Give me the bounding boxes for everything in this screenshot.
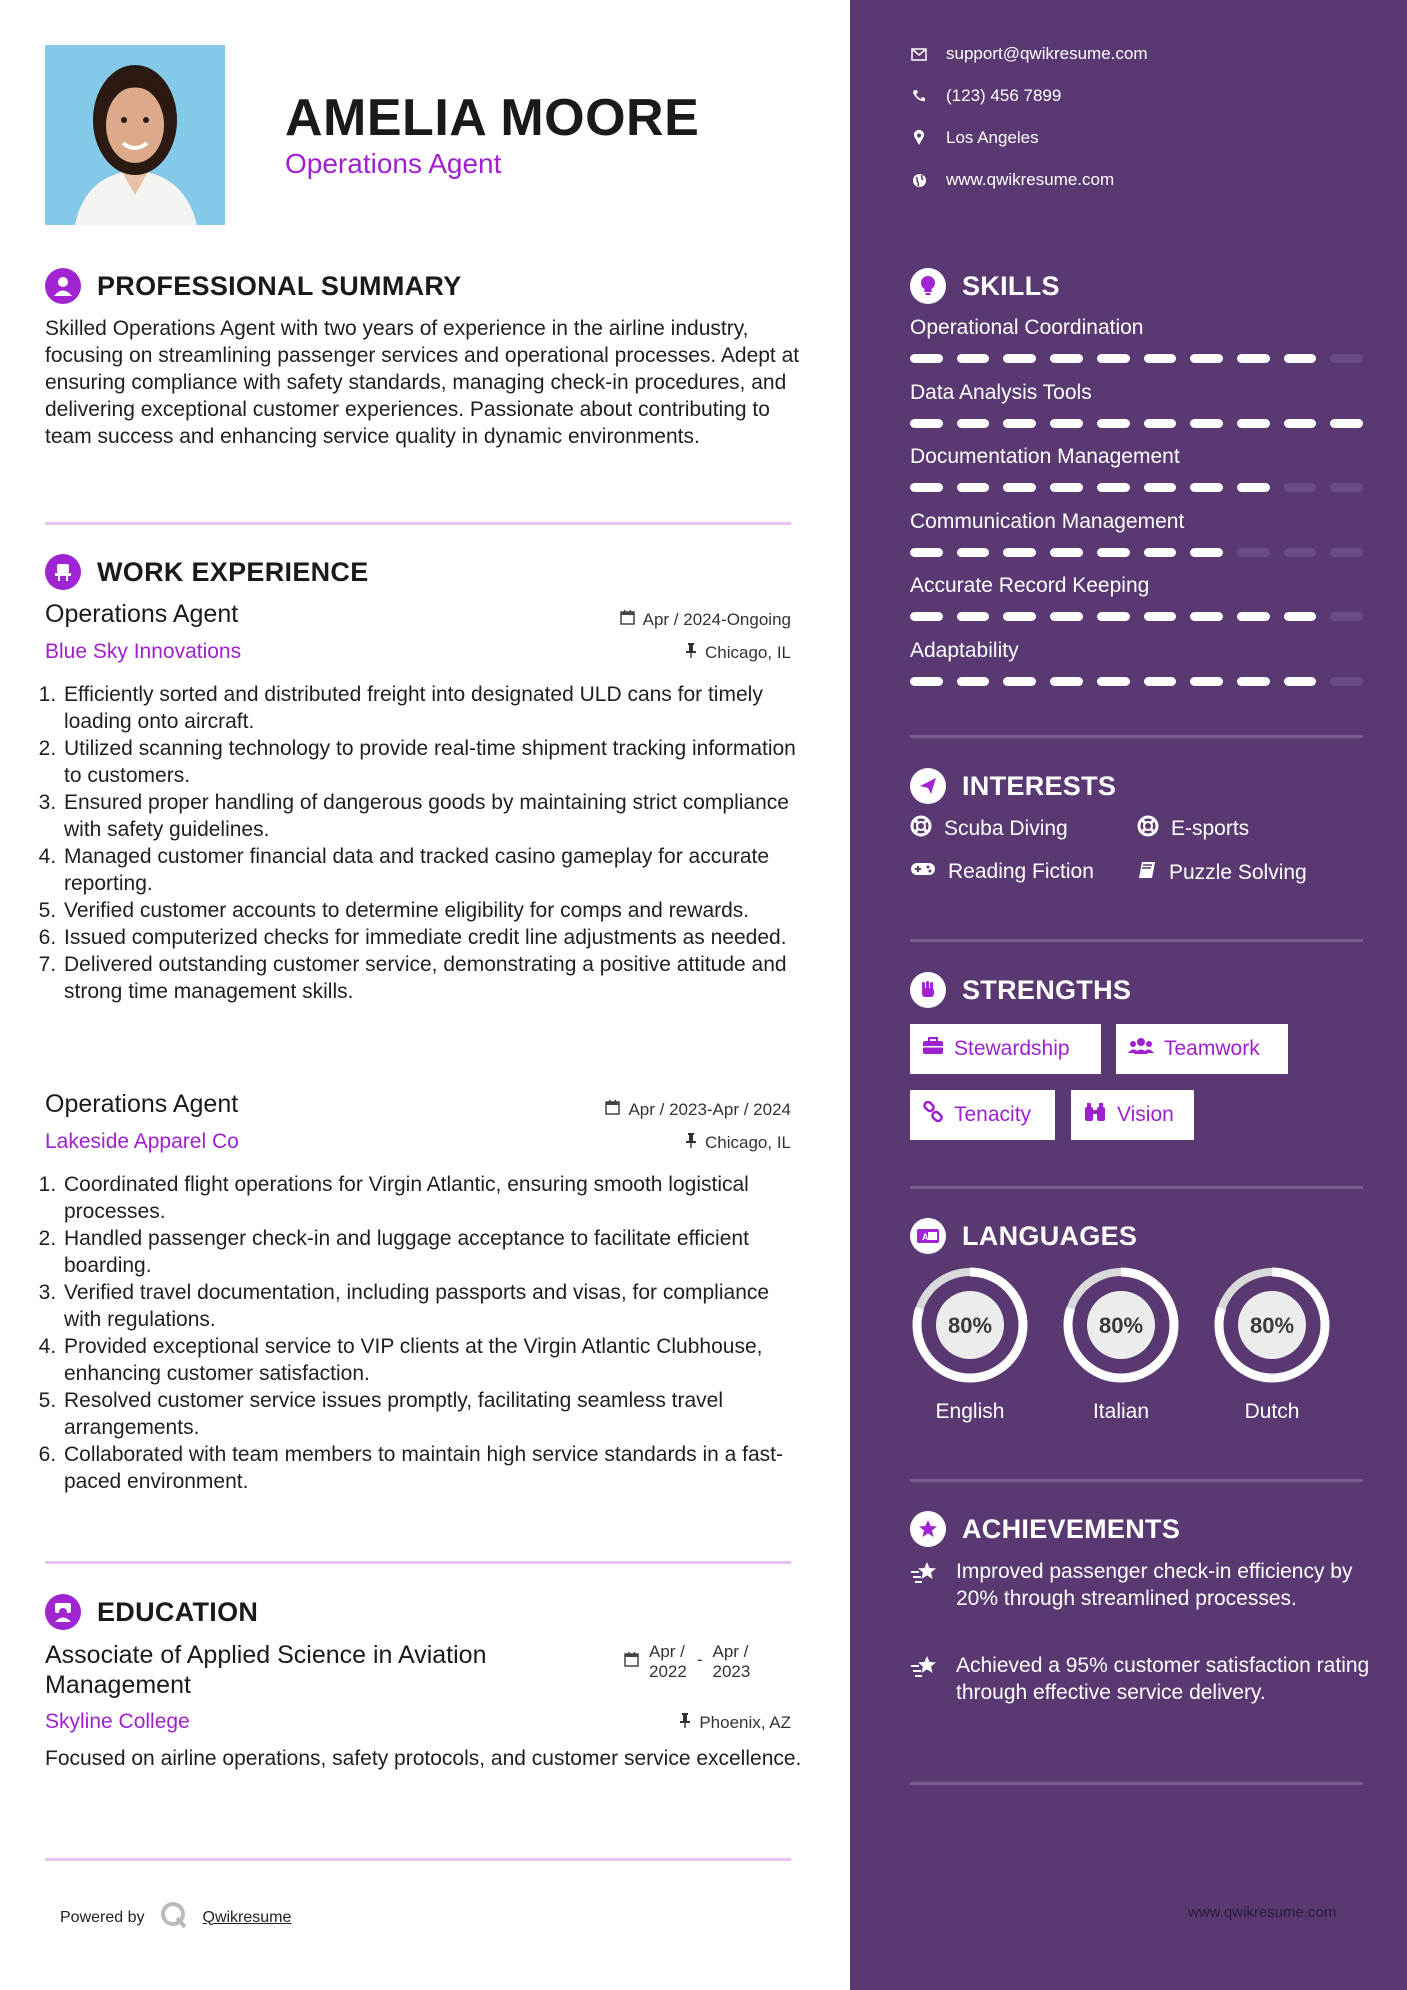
- achievements-heading: [910, 1511, 1180, 1547]
- achievement-item: Achieved a 95% customer satisfaction rating through effective service delivery.: [910, 1652, 1370, 1706]
- skill-segment: [910, 419, 943, 428]
- contact-location: Los Angeles: [910, 128, 1039, 148]
- skill-segment: [1284, 612, 1317, 621]
- bullet-item: 1. Coordinated flight operations for Virgin Atlantic, ensuring smooth logistical processes.: [62, 1171, 800, 1225]
- profile-photo: [45, 45, 225, 225]
- skill-segment: [1050, 612, 1083, 621]
- skill-segment: [1003, 548, 1036, 557]
- language-percent: 80%: [1249, 1313, 1295, 1338]
- footer-credit: Powered by Qwikresume: [60, 1900, 291, 1935]
- job-company: Lakeside Apparel Co: [45, 1130, 239, 1153]
- shooting-star-icon: [910, 1652, 942, 1706]
- interests-heading: [910, 768, 1116, 804]
- skill-name: Documentation Management: [910, 445, 1180, 468]
- languages-heading: [910, 1218, 1137, 1254]
- divider: [910, 939, 1363, 942]
- skill-segment: [957, 677, 990, 686]
- bullet-item: 1. Efficiently sorted and distributed freight into designated ULD cans for timely loading onto aircraft.: [62, 681, 800, 735]
- skill-name: Communication Management: [910, 509, 1185, 533]
- job-location: Chicago, IL: [685, 643, 791, 663]
- calendar-icon: [624, 1642, 639, 1682]
- lightbulb-icon: [910, 268, 946, 304]
- skill-segment: [1190, 483, 1223, 492]
- skill-segment: [1330, 548, 1363, 557]
- language-ring: [1212, 1265, 1332, 1385]
- skill-segment: [1237, 483, 1270, 492]
- bullet-item: 7. Delivered outstanding customer service, demonstrating a positive attitude and strong time management skills.: [62, 951, 800, 1005]
- skill-segment: [1097, 612, 1130, 621]
- contact-email: support@qwikresume.com: [910, 44, 1148, 64]
- school-name: Skyline College: [45, 1710, 190, 1733]
- bullet-item: 4. Managed customer financial data and tracked casino gameplay for accurate reporting.: [62, 843, 800, 897]
- job-title: Operations Agent: [45, 1090, 239, 1118]
- envelope-icon: [910, 45, 928, 63]
- skill-segment: [1237, 354, 1270, 363]
- skill-segment: [910, 548, 943, 557]
- education-text: Focused on airline operations, safety protocols, and customer service excellence.: [45, 1747, 802, 1770]
- divider: [910, 1479, 1363, 1482]
- languages-title: LANGUAGES: [962, 1220, 1138, 1251]
- skill-segment: [1144, 677, 1177, 686]
- experience-title: WORK EXPERIENCE: [97, 556, 369, 587]
- interest-item: Puzzle Solving: [1137, 860, 1307, 886]
- paper-plane-icon: [910, 768, 946, 804]
- skill-segment: [1144, 612, 1177, 621]
- skill-segment: [1330, 483, 1363, 492]
- interest-item: Reading Fiction: [910, 860, 1094, 884]
- calendar-icon: [605, 1100, 620, 1120]
- skill-segment: [1003, 677, 1036, 686]
- skill-segment: [1003, 419, 1036, 428]
- skill-segment: [910, 354, 943, 363]
- bullet-item: 4. Provided exceptional service to VIP clients at the Virgin Atlantic Clubhouse, enhancing customer satisfaction.: [62, 1333, 800, 1387]
- candidate-name: AMELIA MOORE: [285, 89, 700, 147]
- skill-name: Accurate Record Keeping: [910, 574, 1150, 597]
- strength-chip: Stewardship: [910, 1024, 1101, 1074]
- skill-segment: [1190, 419, 1223, 428]
- divider: [910, 1782, 1363, 1785]
- translate-icon: [910, 1218, 946, 1254]
- skill-segment: [1144, 419, 1177, 428]
- summary-text: Skilled Operations Agent with two years of experience in the airline industry, focusing on streamlining passenger services and operational processes. Adept at ensuring compliance with safety standards, managing check-in procedures, and delivering exceptional customer experiences. Passionate about contributing to team success and enhancing service quality in dynamic environments.: [45, 317, 800, 448]
- language-name: Italian: [1092, 1400, 1150, 1423]
- bullet-item: 6. Issued computerized checks for immediate credit line adjustments as needed.: [62, 924, 800, 951]
- skill-segment: [1330, 419, 1363, 428]
- skill-segment: [1284, 548, 1317, 557]
- skill-name: Adaptability: [910, 638, 1019, 662]
- globe-icon: [910, 171, 928, 189]
- language-percent: 80%: [947, 1313, 993, 1338]
- skill-segment: [957, 548, 990, 557]
- skill-segment: [957, 419, 990, 428]
- sidebar: [850, 0, 1407, 1990]
- skill-segment: [1144, 548, 1177, 557]
- skill-segment: [1284, 483, 1317, 492]
- skill-segment: [1284, 419, 1317, 428]
- summary-title: PROFESSIONAL SUMMARY: [97, 270, 462, 301]
- lifebuoy-icon: [1137, 815, 1159, 843]
- link-icon: [922, 1101, 944, 1129]
- divider: [910, 735, 1363, 738]
- skill-segment: [1144, 483, 1177, 492]
- education-location: Phoenix, AZ: [679, 1713, 791, 1733]
- job-bullets: [40, 1171, 800, 1495]
- pin-icon: [685, 1133, 697, 1153]
- skill-segment: [957, 483, 990, 492]
- lifebuoy-icon: [910, 815, 932, 843]
- skills-heading: [910, 268, 1060, 304]
- shooting-star-icon: [910, 1558, 942, 1612]
- skill-segment: [1050, 677, 1083, 686]
- skill-segment: [1097, 677, 1130, 686]
- skill-segment: [1050, 548, 1083, 557]
- language-ring: [1061, 1265, 1181, 1385]
- job-location: Chicago, IL: [685, 1133, 791, 1153]
- skills-title: SKILLS: [962, 270, 1060, 301]
- skill-segment: [1237, 548, 1270, 557]
- strengths-heading: [910, 972, 1131, 1008]
- skill-segment: [1003, 612, 1036, 621]
- gamepad-icon: [910, 860, 936, 884]
- language-ring: [910, 1265, 1030, 1385]
- divider: [45, 1561, 791, 1564]
- bullet-item: 5. Verified customer accounts to determine eligibility for comps and rewards.: [62, 897, 800, 924]
- skill-segment: [1237, 677, 1270, 686]
- bullet-item: 2. Utilized scanning technology to provide real-time shipment tracking information to customers.: [62, 735, 800, 789]
- skill-level-bar: [910, 483, 1363, 492]
- skill-level-bar: [910, 612, 1363, 621]
- map-pin-icon: [910, 129, 928, 147]
- binoculars-icon: [1083, 1102, 1107, 1128]
- skill-segment: [1330, 354, 1363, 363]
- fist-icon: [910, 972, 946, 1008]
- skill-segment: [1050, 354, 1083, 363]
- pin-icon: [685, 643, 697, 663]
- skill-segment: [1097, 354, 1130, 363]
- skill-level-bar: [910, 548, 1363, 557]
- skill-segment: [1284, 677, 1317, 686]
- qwikresume-link[interactable]: Qwikresume: [202, 1908, 292, 1926]
- job-bullets: [40, 681, 800, 1005]
- skill-segment: [1003, 354, 1036, 363]
- education-end: Apr / 2023: [712, 1642, 751, 1681]
- skill-segment: [1097, 483, 1130, 492]
- divider: [910, 1186, 1363, 1189]
- skill-segment: [1237, 419, 1270, 428]
- skill-segment: [1284, 354, 1317, 363]
- skill-level-bar: [910, 419, 1363, 428]
- bullet-item: 5. Resolved customer service issues promptly, facilitating seamless travel arrangements.: [62, 1387, 800, 1441]
- degree-title: Associate of Applied Science in Aviation Management: [45, 1641, 487, 1699]
- achievements-title: ACHIEVEMENTS: [962, 1513, 1181, 1544]
- strength-chip: Vision: [1071, 1090, 1194, 1140]
- education-title: EDUCATION: [97, 1596, 259, 1627]
- interest-item: E-sports: [1137, 815, 1249, 843]
- education-dates: Apr / 2022 - Apr / 2023: [624, 1642, 750, 1682]
- svg-text:A: A: [922, 1232, 929, 1242]
- education-heading: [45, 1594, 258, 1630]
- job-date: Apr / 2023-Apr / 2024: [605, 1100, 791, 1120]
- education-start: Apr / 2022: [649, 1642, 687, 1681]
- skill-segment: [1144, 354, 1177, 363]
- user-icon: [45, 268, 81, 304]
- bullet-item: 3. Ensured proper handling of dangerous goods by maintaining strict compliance with safety guidelines.: [62, 789, 800, 843]
- language-name: English: [935, 1400, 1005, 1423]
- language-item: [1061, 1265, 1181, 1430]
- calendar-icon: [620, 610, 635, 630]
- bullet-item: 3. Verified travel documentation, including passports and visas, for compliance with regulations.: [62, 1279, 800, 1333]
- skill-segment: [1330, 677, 1363, 686]
- footer-website-link[interactable]: www.qwikresume.com: [1188, 1904, 1337, 1921]
- skill-segment: [1097, 419, 1130, 428]
- experience-heading: [45, 554, 369, 590]
- skill-segment: [1237, 612, 1270, 621]
- candidate-role: Operations Agent: [285, 148, 502, 179]
- skill-segment: [1190, 677, 1223, 686]
- skill-name: Operational Coordination: [910, 316, 1144, 339]
- users-icon: [1128, 1037, 1154, 1061]
- skill-segment: [957, 612, 990, 621]
- job-title: Operations Agent: [45, 600, 239, 628]
- language-name: Dutch: [1244, 1400, 1300, 1423]
- language-percent: 80%: [1098, 1313, 1144, 1338]
- skill-segment: [910, 483, 943, 492]
- skill-segment: [957, 354, 990, 363]
- summary-heading: [45, 268, 462, 304]
- book-icon: [1137, 860, 1157, 886]
- skill-segment: [1097, 548, 1130, 557]
- pin-icon: [679, 1713, 691, 1733]
- divider: [45, 522, 791, 525]
- skill-segment: [1050, 483, 1083, 492]
- language-item: [1212, 1265, 1332, 1430]
- chair-icon: [45, 554, 81, 590]
- interests-title: INTERESTS: [962, 770, 1117, 801]
- qwikresume-logo-icon: [159, 1900, 189, 1935]
- contact-phone: (123) 456 7899: [910, 86, 1061, 106]
- bullet-item: 2. Handled passenger check-in and luggage acceptance to facilitate efficient boarding.: [62, 1225, 800, 1279]
- briefcase-icon: [922, 1037, 944, 1061]
- strength-chip: Tenacity: [910, 1090, 1055, 1140]
- job-company: Blue Sky Innovations: [45, 640, 242, 663]
- skill-name: Data Analysis Tools: [910, 380, 1092, 404]
- divider: [45, 1858, 791, 1861]
- skill-segment: [1190, 612, 1223, 621]
- graduate-icon: [45, 1594, 81, 1630]
- contact-website: www.qwikresume.com: [910, 170, 1114, 190]
- skill-segment: [1330, 612, 1363, 621]
- skill-segment: [1003, 483, 1036, 492]
- achievement-item: Improved passenger check-in efficiency by 20% through streamlined processes.: [910, 1558, 1370, 1612]
- skill-segment: [1190, 354, 1223, 363]
- strength-chip: Teamwork: [1116, 1024, 1288, 1074]
- skill-level-bar: [910, 677, 1363, 686]
- skill-level-bar: [910, 354, 1363, 363]
- bullet-item: 6. Collaborated with team members to maintain high service standards in a fast-paced environment.: [62, 1441, 800, 1495]
- interest-item: Scuba Diving: [910, 815, 1068, 843]
- skill-segment: [910, 612, 943, 621]
- strengths-title: STRENGTHS: [962, 974, 1132, 1005]
- language-item: [910, 1265, 1030, 1430]
- job-date: Apr / 2024-Ongoing: [620, 610, 791, 630]
- skill-segment: [910, 677, 943, 686]
- skill-segment: [1050, 419, 1083, 428]
- phone-icon: [910, 87, 928, 105]
- skill-segment: [1190, 548, 1223, 557]
- star-icon: [910, 1511, 946, 1547]
